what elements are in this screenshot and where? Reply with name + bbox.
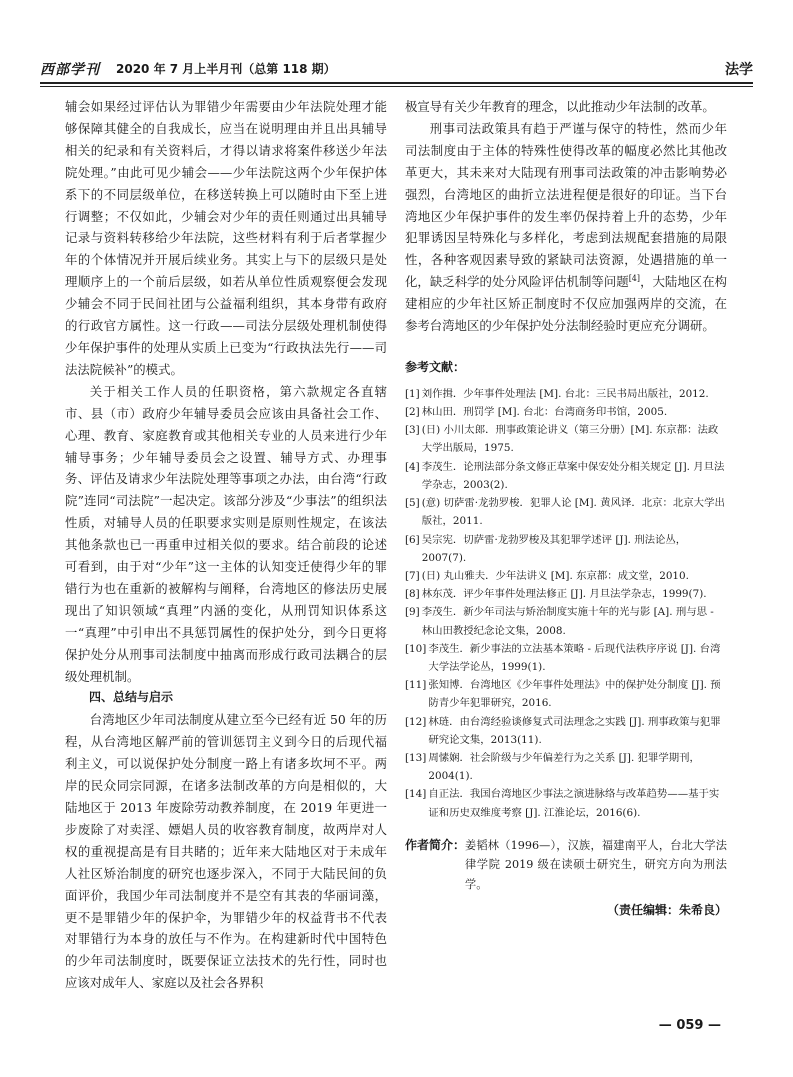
reference-text: 周愫娴．社会阶级与少年偏差行为之关系 [J]. 犯罪学期刊，2004(1). <box>428 751 700 783</box>
reference-item <box>405 567 727 585</box>
author-bio <box>405 836 727 894</box>
reference-number: [13] <box>405 751 427 764</box>
author-bio-text: 姜韬林（1996—），汉族，福建南平人，台北大学法律学院 2019 级在读硕士研究生，研究方向为刑法学。 <box>465 838 727 891</box>
journal-logo: 西部学刊 <box>40 62 100 78</box>
reference-item <box>405 785 727 821</box>
paragraph-text: ，大陆地区在构建相应的少年社区矫正制度时不仅应加强两岸的交流，在参考台湾地区的少年保护处分法制经验时更应充分调研。 <box>405 274 728 334</box>
reference-number: [6] <box>405 533 420 546</box>
responsible-editor: （责任编辑：朱希良） <box>606 902 727 917</box>
citation-mark: [4] <box>628 274 641 284</box>
reference-number: [1] <box>405 387 420 400</box>
reference-item <box>405 713 727 749</box>
reference-text: 自正法．我国台湾地区少事法之演进脉络与改革趋势——基于实证和历史双维度考察 [J]. 江淮论坛，2016(6). <box>428 788 720 819</box>
reference-item <box>405 676 727 712</box>
reference-text: (日) 丸山雅夫．少年法讲义 [M]. 东京都：成文堂，2010. <box>421 569 689 582</box>
reference-number: [3] <box>405 424 420 437</box>
reference-item <box>405 403 727 421</box>
body-paragraph: 关于相关工作人员的任职资格，第六款规定各直辖市、县（市）政府少年辅导委员会应该由具备社会工作、心理、教育、家庭教育或其他相关专业的人员来进行少年辅导事务；少年辅导委员会之设置、辅导方式、办理事务、评估及请求少年法院处理等事项之办法，由台湾“行政院”连同“司法院”一起决定。该部分涉及“少事法”的组织法性质，对辅导人员的任职要求实则是原则性规定，在该法其他条款也已一再重申过相关似的要求。结合前段的论述可看到，由于对“少年”这一主体的认知变迁使得少年的罪错行为也在重新的被解构与阐释，台湾地区的修法历史展现出了知识领域“真理”内涵的变化，从刑罚知识体系这一“真理”中引申出不具惩罚属性的保护处分，到今日更将保护处分从刑事司法制度中抽离而形成行政司法耦合的层级处理机制。 <box>65 383 387 684</box>
section-title: 法学 <box>725 62 753 78</box>
reference-number: [10] <box>405 642 427 655</box>
reference-item <box>405 640 727 676</box>
reference-item <box>405 421 727 457</box>
reference-number: [4] <box>405 460 420 473</box>
reference-text: 李茂生．新少年司法与矫治制度实施十年的光与影 [A]. 刑与思 - 林山田教授纪念论文集，2008. <box>421 606 714 637</box>
header-rule-thin <box>40 86 753 87</box>
page-number: — 059 — <box>658 1018 721 1033</box>
reference-text: (日) 小川太郎．刑事政策论讲义（第三分册）[M]. 东京都：法政大学出版局，1975. <box>421 424 719 455</box>
author-bio-label: 作者简介： <box>405 837 466 852</box>
reference-text: 吴宗宪．切萨雷·龙勃罗梭及其犯罪学述评 [J]. 刑法论丛，2007(7). <box>421 533 687 564</box>
reference-number: [7] <box>405 569 420 582</box>
body-paragraph: 极宣导有关少年教育的理念，以此推动少年法制的改革。 <box>405 99 715 114</box>
paragraph-text: 刑事司法政策具有趋于严谨与保守的特性，然而少年司法制度由于主体的特殊性使得改革的幅度必然比其他改革更大，其未来对大陆现有刑事司法政策的冲击影响势必强烈，台湾地区的曲折立法进程便是很好的印证。当下台湾地区少年保护事件的发生率仍保持着上升的态势，少年犯罪诱因呈特殊化与多样化，考虑到法规配套措施的局限性，各种客观因素导致的紧缺司法资源，处遇措施的单一化，缺乏科学的处分风险评估机制等问题 <box>405 120 727 290</box>
reference-text: 张知博．台湾地区《少年事件处理法》中的保护处分制度 [J]. 预防青少年犯罪研究，2016. <box>428 679 721 710</box>
reference-item <box>405 531 727 567</box>
reference-text: 林琏．由台湾经验谈修复式司法理念之实践 [J]. 刑事政策与犯罪研究论文集，2013(11). <box>428 715 721 746</box>
reference-number: [12] <box>405 715 427 728</box>
reference-number: [11] <box>405 679 427 692</box>
running-header <box>40 58 753 80</box>
reference-number: [14] <box>405 788 427 801</box>
reference-item <box>405 603 727 639</box>
body-paragraph: 台湾地区少年司法制度从建立至今已经有近 50 年的历程，从台湾地区解严前的管训惩罚主义到今日的后现代福利主义，可以说保护处分制度一路上有诸多坎坷不平。两岸的民众同宗同源，在诸多法制改革的方向是相似的，大陆地区于 2013 年废除劳动教养制度，在 2019 年更进一步废除了对卖淫、嫖娼人员的收容教育制度，故两岸对人权的重视提高是有目共睹的；近年来大陆地区对于未成年人社区矫治制度的研究也逐步深入，不同于大陆民间的负面评价，我国少年司法制度并不是空有其表的华丽词藻，更不是罪错少年的保护伞，为罪错少年的权益背书不代表对罪错行为本身的放任与不作为。在构建新时代中国特色的少年司法制度时，既要保证立法技术的先行性，同时也应该对成年人、家庭以及社会各界积 <box>65 712 387 991</box>
section-heading: 四、总结与启示 <box>89 690 174 705</box>
reference-text: 林东茂．评少年事件处理法修正 [J]. 月旦法学杂志，1999(7). <box>421 588 707 601</box>
header-rule <box>40 82 753 84</box>
reference-text: (意) 切萨雷·龙勃罗梭．犯罪人论 [M]. 黄风译．北京：北京大学出版社，2011. <box>421 497 725 528</box>
body-paragraph <box>405 118 727 337</box>
reference-text: 李茂生．新少事法的立法基本策略 - 后现代法秩序序说 [J]. 台湾大学法学论丛，1999(1). <box>428 642 721 673</box>
left-column <box>65 96 387 994</box>
reference-text: 刘作揖．少年事件处理法 [M]. 台北：三民书局出版社，2012. <box>421 387 709 400</box>
reference-item <box>405 458 727 494</box>
reference-number: [5] <box>405 497 420 510</box>
reference-item <box>405 494 727 530</box>
reference-number: [9] <box>405 606 420 619</box>
reference-text: 林山田．刑罚学 [M]. 台北：台湾商务印书馆，2005. <box>421 406 668 419</box>
reference-item <box>405 385 727 403</box>
reference-text: 李茂生．论刑法部分条文修正草案中保安处分相关规定 [J]. 月旦法学杂志，2003(2). <box>421 460 725 491</box>
reference-number: [8] <box>405 588 420 601</box>
body-paragraph: 辅会如果经过评估认为罪错少年需要由少年法院处理才能够保障其健全的自我成长，应当在说明理由并且出具辅导相关的纪录和有关资料后，才得以请求将案件移送少年法院处理。”由此可见少辅会——少年法院这两个少年保护体系下的不同层级单位，在移送转换上可以随时由下至上进行调整；不仅如此，少辅会对少年的责任则通过出具辅导记录与资料转移给少年法院，这些材料有利于后者掌握少年的个体情况并开展后续业务。其实上与下的层级只是处理顺序上的一个前后层级，如若从单位性质观察便会发现少辅会不同于民间社团与公益福利组织，其本身带有政府的行政官方属性。这一行政——司法分层级处理机制使得少年保护事件的处理从实质上已变为“行政执法先行——司法法院候补”的模式。 <box>65 99 387 377</box>
reference-number: [2] <box>405 406 420 419</box>
reference-item <box>405 585 727 603</box>
reference-list <box>405 385 727 822</box>
issue-info: 2020 年 7 月上半月刊（总第 118 期） <box>116 62 336 76</box>
reference-item <box>405 749 727 785</box>
right-column <box>405 96 727 922</box>
references-heading: 参考文献： <box>405 359 466 374</box>
